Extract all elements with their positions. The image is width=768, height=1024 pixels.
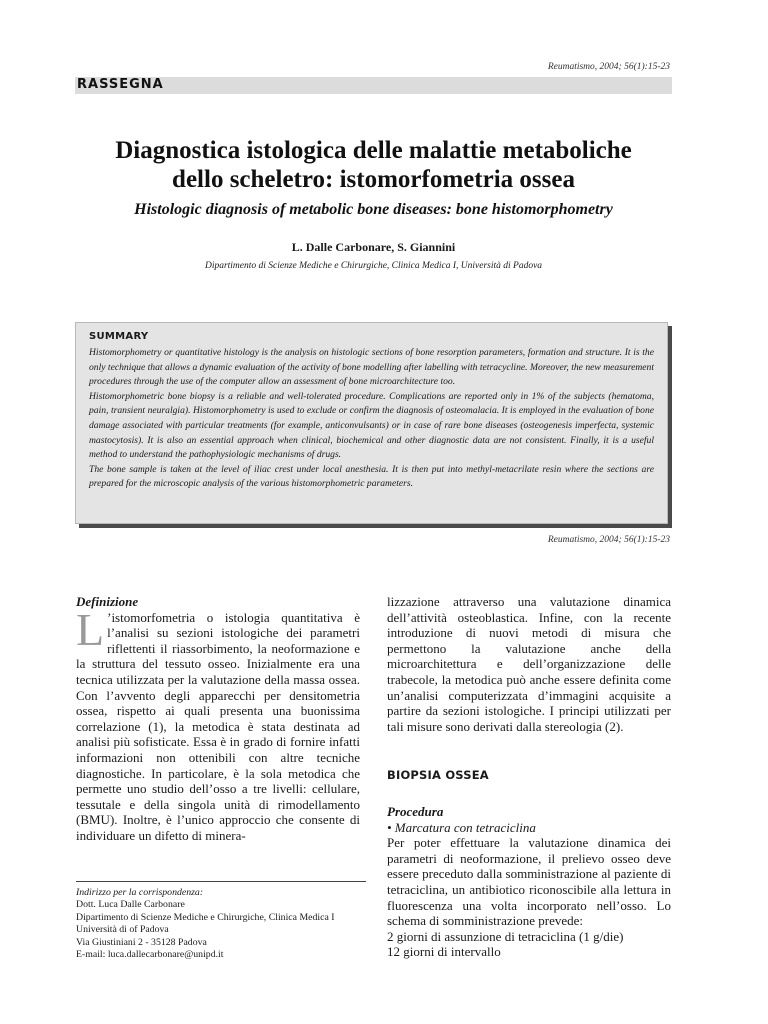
definition-text: ’istomorfometria o istologia quantitativa è l’analisi su sezioni istologiche dei parametri riflettenti il riassorbimento, la neoformazione e la struttura del tessuto osseo. Inizialmente era una tecnica utilizzata per la valutazione della massa ossea. Con l’avvento degli apparecchi per densitometria ossea, rispetto ai quali presenta una buonissima correlazione (1), la metodica è stata destinata ad analisi più sofisticate. Essa è in grado di fornire infatti informazioni non ottenibili con altre tecniche diagnostiche. In particolare, è la sola metodica che permette uno studio dell’osso a tre livelli: cellulare, tessutale e della singola unità di rimodellamento (BMU). Inoltre, è l’unico approccio che consente di individuare un difetto di minera-: [76, 609, 360, 843]
affiliation: Dipartimento di Scienze Mediche e Chirurgiche, Clinica Medica I, Università di Padova: [204, 261, 543, 271]
drop-cap: L: [76, 603, 105, 655]
footnote-university: Università di of Padova: [76, 924, 169, 936]
summary-heading: SUMMARY: [89, 331, 149, 342]
summary-paragraph-2: Histomorphometric bone biopsy is a reliable and well-tolerated procedure. Complications are reported only in 1% of the subjects (hematoma, pain, transient neuralgia). Histomorphometry is used to exclude or confirm the diagnosis of osteomalacia. It is employed in the evaluation of bone damage associated with particular treatments (for example, anticonvulsants) or in case of rare bone diseases (osteogenesis imperfecta, systemic mastocytosis). It is also an essential approach when clinical, biochemical and other diagnostic data are not consistent. Finally, it is a useful method to understand the pathophysiologic mechanisms of drugs.: [89, 390, 654, 461]
footnote-label: Indirizzo per la corrispondenza:: [76, 887, 204, 898]
footnote-email: E-mail: luca.dallecarbonare@unipd.it: [76, 949, 224, 961]
section-label: RASSEGNA: [77, 77, 164, 92]
correspondence-footnote: [76, 881, 366, 961]
biopsy-section-heading: BIOPSIA OSSEA: [387, 768, 489, 783]
article-title: [75, 136, 672, 194]
continuation-paragraph: lizzazione attraverso una valutazione dinamica dell’attività osteoblastica. Infine, con la recente introduzione di nuovi metodi di misura che permettono la valutazione anche della microarchitettura e dell’organizzazione delle trabecole, la metodica può anche essere definita come un’analisi computerizzata d’immagini acquisite a partire da sezioni istologiche. I principi utilizzati per tali misure sono derivati dalla stereologia (2).: [387, 594, 671, 734]
summary-paragraph-3: The bone sample is taken at the level of iliac crest under local anesthesia. It is then put into methyl-metacrilate resin where the sections are prepared for the microscopic analysis of the various histomorphometric parameters.: [89, 463, 654, 490]
authors: L. Dalle Carbonare, S. Giannini: [291, 240, 456, 254]
procedure-heading: Procedura: [387, 803, 444, 819]
tetracycline-bullet: • Marcatura con tetraciclina: [387, 819, 536, 835]
summary-box: [75, 322, 668, 524]
article-subtitle: Histologic diagnosis of metabolic bone diseases: bone histomorphometry: [134, 201, 613, 218]
journal-citation-top: Reumatismo, 2004; 56(1):15-23: [547, 62, 670, 72]
schedule-line-1: 2 giorni di assunzione di tetraciclina (1 g/die): [387, 928, 624, 944]
footnote-department: Dipartimento di Scienze Mediche e Chirurgiche, Clinica Medica I: [76, 911, 335, 923]
summary-paragraph-1: Histomorphometry or quantitative histology is the analysis on histologic sections of bone resorption parameters, formation and structure. It is the only technique that allows a dynamic evaluation of the activity of bone modelling after labelling with tetracycline. Moreover, the new measurement procedures through the use of the computer allow an assessment of bone microarchitecture too.: [89, 347, 654, 388]
procedure-paragraph: Per poter effettuare la valutazione dinamica dei parametri di neoformazione, il prelievo osseo deve essere preceduto dalla somministrazione al paziente di tetraciclina, un antibiotico riconoscibile alla lettura in fluorescenza una volta incorporato nell’osso. Lo schema di somministrazione prevede:: [387, 835, 671, 929]
right-column: [387, 594, 671, 960]
schedule-line-2: 12 giorni di intervallo: [387, 944, 501, 960]
journal-citation-bottom: Reumatismo, 2004; 56(1):15-23: [547, 535, 670, 545]
definition-paragraph: [76, 603, 360, 844]
footnote-name: Dott. Luca Dalle Carbonare: [76, 899, 185, 911]
section-banner: [75, 77, 672, 94]
definition-heading: Definizione: [76, 594, 139, 609]
footnote-address: Via Giustiniani 2 - 35128 Padova: [76, 936, 207, 948]
title-line-2: dello scheletro: istomorfometria ossea: [172, 166, 575, 193]
left-column: [76, 594, 360, 844]
title-line-1: Diagnostica istologica delle malattie metaboliche: [115, 137, 632, 164]
